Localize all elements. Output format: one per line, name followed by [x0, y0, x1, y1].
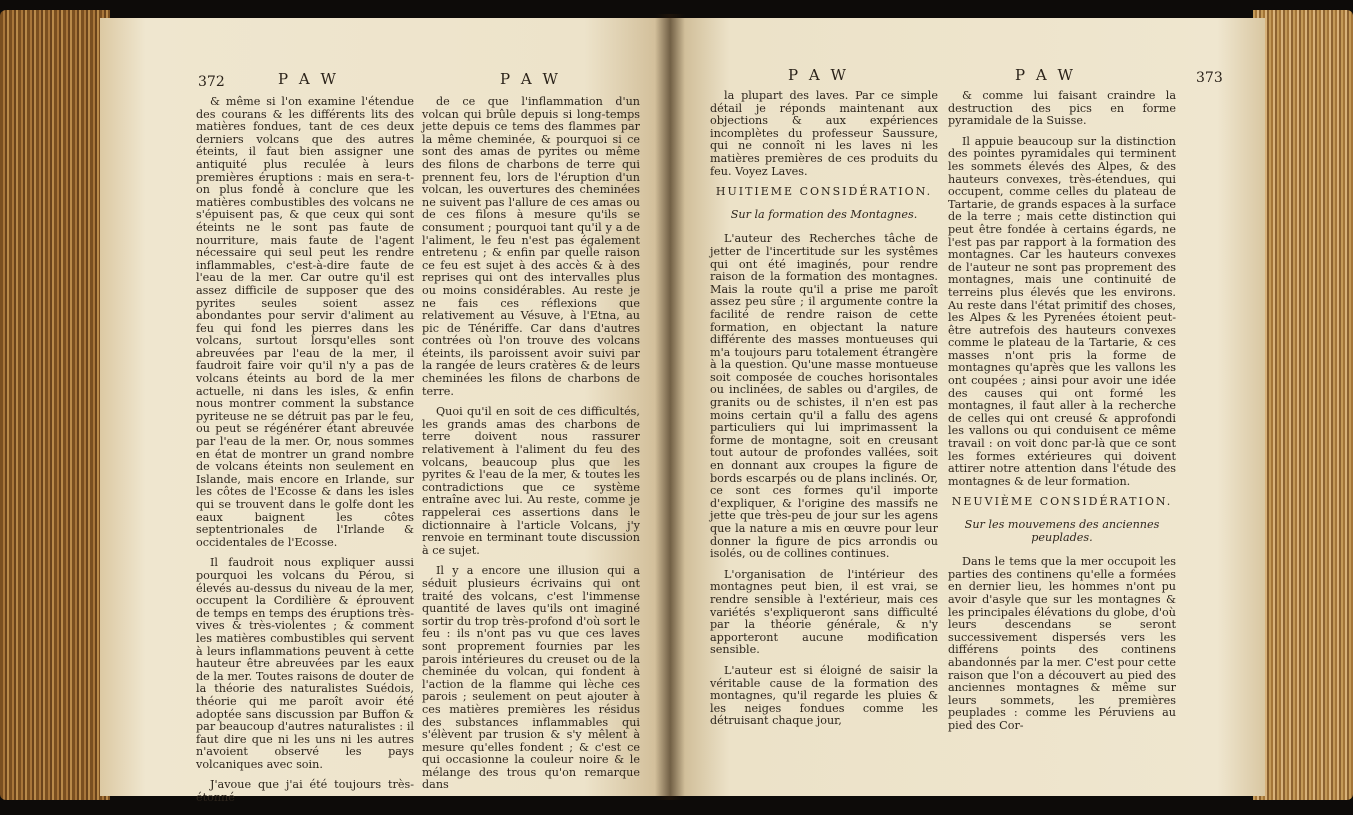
- running-header: P A W: [278, 70, 339, 88]
- running-header: P A W: [788, 66, 849, 84]
- paragraph: Il faudroit nous expliquer aussi pourquoi les volcans du Pérou, si élevés au-dessus du niveau de la mer, occupent la Cordilière & éprouvent de temps en temps des éruptions très-vives & très-violentes ; & comment les matières combustibles qui servent à leurs inflammations peuvent à cette hauteur être abreuvées par les eaux de la mer. Toutes raisons de douter de la théorie des naturalistes Suédois, théorie qui me paroît avoir été adoptée sans discussion par Buffon & par beaucoup d'autres naturalistes : il faut dire que ni les uns ni les autres n'avoient observé les pays volcaniques avec soin.: [196, 556, 414, 771]
- paragraph: J'avoue que j'ai été toujours très-étonné: [196, 778, 414, 805]
- right-page: [670, 18, 1265, 796]
- left-page: [100, 18, 670, 805]
- paragraph: L'auteur des Recherches tâche de jetter de l'incertitude sur les systêmes qui ont été imaginés, pour rendre raison de la formation des montagnes. Mais la route qu'il a prise me paroît assez peu sûre ; il argumente contre la facilité de rendre raison de cette formation, en objectant la nature différente des masses montueuses qui m'a toujours paru totalement étrangère à la question. Qu'une masse montueuse soit composée de couches horisontales ou inclinées, de sables ou d'argiles, de granits ou de schistes, il n'en est pas moins certain qu'il a fallu des agens particuliers qui lui imprimassent la forme de montagne, soit en creusant tout autour de profondes vallées, soit en donnant aux croupes la figure de bords escarpés ou de plans inclinés. Or, ce sont ces formes qu'il importe d'expliquer, & l'origine des massifs ne jette que très-peu de jour sur les agens que la nature a mis en œuvre pour leur donner la figure de pics arrondis ou isolés, ou de collines continues.: [710, 232, 938, 561]
- paragraph: Quoi qu'il en soit de ces difficultés, les grands amas des charbons de terre doivent nous rassurer relativement à l'aliment du feu des volcans, beaucoup plus que les pyrites & l'eau de la mer, & toutes les contradictions que ce système entraîne avec lui. Au reste, comme je rappelerai ces assertions dans le dictionnaire à l'article Volcans, j'y renvoie en terminant toute discussion à ce sujet.: [422, 405, 640, 557]
- text-column-left: [710, 90, 938, 736]
- section-heading: HUITIEME CONSIDÉRATION.: [715, 185, 933, 199]
- paragraph: & même si l'on examine l'étendue des courans & les différents lits des matières fondues, tant de ces deux derniers volcans que des autres éteints, il faut bien assigner une antiquité plus reculée à leurs premières éruptions : mais en sera-t-on plus fondé à conclure que les matières combustibles des volcans ne s'épuisent pas, & que ceux qui sont éteints ne le sont pas faute de nourriture, mais faute de l'agent nécessaire qui seul peut les rendre inflammables, c'est-à-dire faute de l'eau de la mer. Car outre qu'il est assez difficile de supposer que des pyrites seules soient assez abondantes pour servir d'aliment au feu qui fond les pierres dans les volcans, surtout lorsqu'elles sont abreuvées par l'eau de la mer, il faudroit faire voir qu'il n'y a pas de volcans éteints au bord de la mer actuelle, ni dans les isles, & enfin nous montrer comment la substance pyriteuse ne se détruit pas par le feu, ou peut se régénérer étant abreuvée par l'eau de la mer. Or, nous sommes en état de montrer un grand nombre de volcans éteints non seulement en Islande, mais encore en Irlande, sur les côtes de l'Ecosse & dans les isles qui se trouvent dans le golfe dont les eaux baignent les côtes septentrionales de l'Irlande & occidentales de l'Ecosse.: [196, 95, 414, 549]
- paragraph: & comme lui faisant craindre la destruction des pics en forme pyramidale de la Suisse.: [948, 89, 1176, 128]
- page-number: 372: [198, 74, 225, 90]
- section-subheading: Sur les mouvemens des anciennes peuplades.: [964, 518, 1160, 544]
- book-gutter: [655, 14, 685, 800]
- paragraph: de ce que l'inflammation d'un volcan qui brûle depuis si long-temps jette depuis ce tems des flammes par la même cheminée, & pourquoi si ce sont des amas de pyrites ou même des filons de charbons de terre qui prennent feu, lors de l'éruption d'un volcan, les ouvertures des cheminées ne suivent pas l'allure de ces amas ou de ces filons à mesure qu'ils se consument ; pourquoi tant qu'il y a de l'aliment, le feu n'est pas également entretenu ; & enfin par quelle raison ce feu est sujet à des accès & à des reprises qui ont des intervalles plus ou moins considérables. Au reste je ne fais ces réflexions que relativement au Vésuve, à l'Etna, au pic de Ténériffe. Car dans d'autres contrées où l'on trouve des volcans éteints, ils paroissent avoir suivi par la rangée de leurs cratères & de leurs cheminées les filons de charbons de terre.: [422, 95, 640, 398]
- paragraph: la plupart des laves. Par ce simple détail je réponds maintenant aux objections & aux expériences incomplètes du professeur Saussure, qui ne connoît ni les laves ni les matières premières de ces produits du feu. Voyez Laves.: [710, 89, 938, 178]
- section-heading: NEUVIÈME CONSIDÉRATION.: [951, 495, 1173, 509]
- paragraph: Il appuie beaucoup sur la distinction des pointes pyramidales qui terminent les sommets élevés des Alpes, & des hauteurs convexes, très-étendues, qui occupent, comme celles du plateau de Tartarie, de grands espaces à la surface de la terre ; mais cette distinction qui peut être fondée à certains égards, ne l'est pas par rapport à la formation des montagnes. Car les hauteurs convexes de l'auteur ne sont pas proprement des montagnes, mais une continuité de terreins plus élevés que les environs. Au reste dans l'état primitif des choses, les Alpes & les Pyrenées étoient peut-être autrefois des hauteurs convexes comme le plateau de la Tartarie, & ces masses n'ont pris la forme de montagnes qu'après que les vallons les ont coupées ; ainsi pour avoir une idée des causes qui ont formé les montagnes, il faut aller à la recherche de celles qui ont creusé & approfondi les vallons ou qui conduisent ce même travail : on voit donc par-là que ce sont les formes extérieures qui doivent attirer notre attention dans l'étude des montagnes & de leur formation.: [948, 134, 1176, 488]
- running-header: P A W: [500, 70, 561, 88]
- paragraph: L'organisation de l'intérieur des montagnes peut bien, il est vrai, se rendre sensible à l'extérieur, mais ces variétés s'expliqueront sans difficulté par la théorie générale, & n'y apporteront aucune modification sensible.: [710, 567, 938, 657]
- running-header: P A W: [1015, 66, 1076, 84]
- paragraph: Dans le tems que la mer occupoit les parties des continens qu'elle a formées en dernier lieu, les hommes n'ont pu avoir d'asyle que sur les montagnes & les principales élévations du globe, d'où leurs descendans se seront successivement dispersés vers les différens points des continens abandonnés par la mer. C'est pour cette raison que l'on a découvert au pied des anciennes montagnes & même sur leurs sommets, les premières peuplades : comme les Péruviens au pied des Cor-: [948, 555, 1176, 732]
- page-number: 373: [1196, 70, 1223, 86]
- section-subheading: Sur la formation des Montagnes.: [730, 207, 918, 221]
- text-column-right: [422, 96, 640, 800]
- right-page-edges: [1253, 10, 1353, 800]
- text-column-left: [196, 96, 414, 813]
- paragraph: L'auteur est si éloigné de saisir la véritable cause de la formation des montagnes, qu'il regarde les pluies & les neiges fondues comme les détruisant chaque jour,: [710, 663, 938, 728]
- paragraph: Il y a encore une illusion qui a séduit plusieurs écrivains qui ont traité des volcans, c'est l'immense quantité de laves qu'ils ont imaginé sortir du trop très-profond d'où sort le feu : ils n'ont pas vu que ces laves sont proprement fournies par les parois intérieures du creuset ou de la cheminée du volcan, qui fondent à l'action de la flamme qui lèche ces parois ; seulement on peut ajouter à ces matières premières les résidus des substances inflammables qui s'élèvent par trusion & s'y mêlent à mesure qu'elles fondent ; & c'est ce qui occasionne la couleur noire & le mélange des trous qu'on remarque dans: [422, 564, 640, 792]
- left-page-edges: [0, 10, 110, 800]
- text-column-right: [948, 90, 1176, 741]
